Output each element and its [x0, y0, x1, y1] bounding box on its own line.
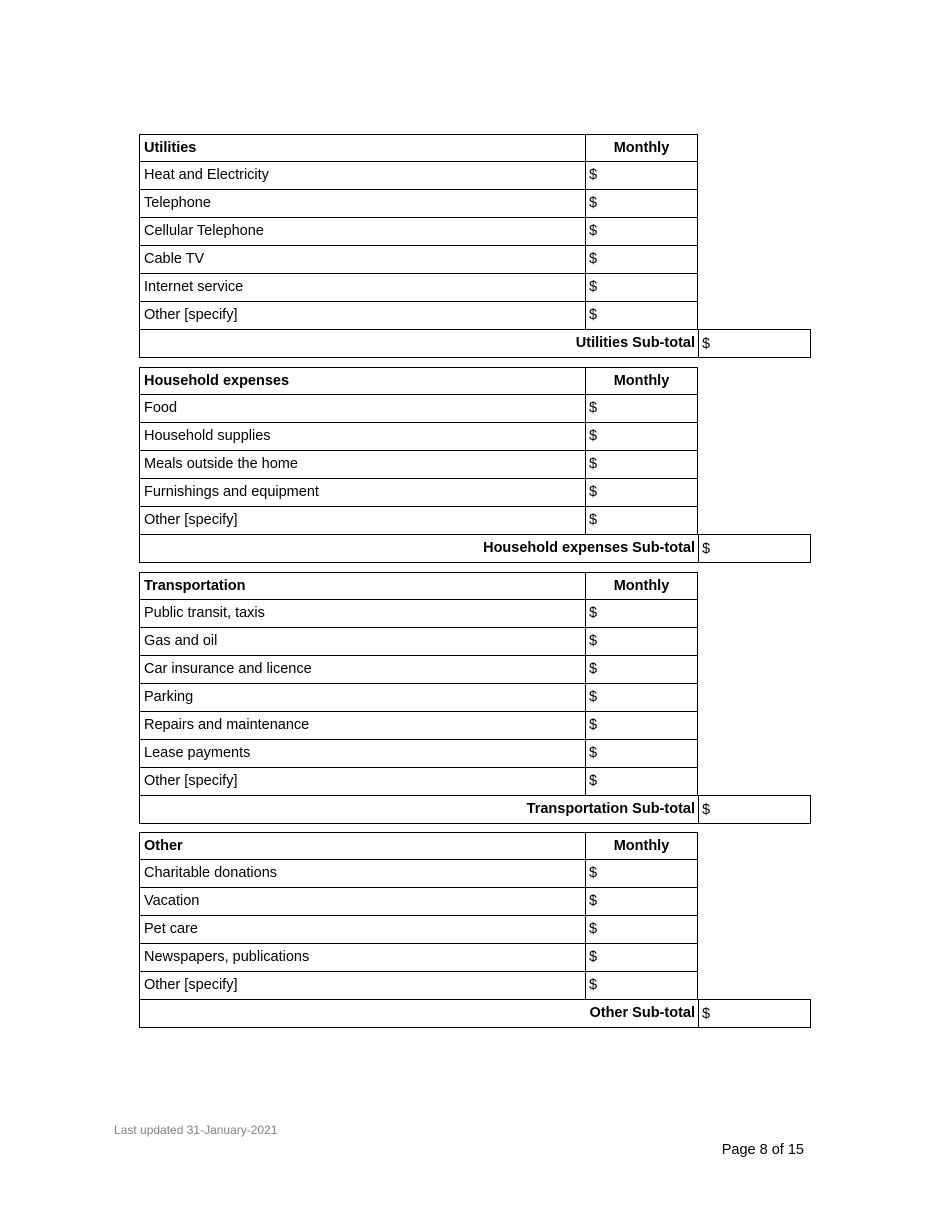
monthly-amount-field[interactable]: $: [586, 479, 698, 507]
monthly-amount-field[interactable]: $: [586, 423, 698, 451]
monthly-amount-field[interactable]: $: [586, 451, 698, 479]
table-row: [139, 479, 811, 507]
table-header-row: [139, 572, 811, 600]
expense-label: Public transit, taxis: [139, 600, 586, 628]
table-row: [139, 395, 811, 423]
expense-label: Car insurance and licence: [139, 656, 586, 684]
expense-label: Furnishings and equipment: [139, 479, 586, 507]
expense-label: Food: [139, 395, 586, 423]
expense-label: Other [specify]: [139, 768, 586, 796]
monthly-amount-field[interactable]: $: [586, 888, 698, 916]
monthly-amount-field[interactable]: $: [586, 860, 698, 888]
expense-label: Lease payments: [139, 740, 586, 768]
table-row: [139, 740, 811, 768]
monthly-amount-field[interactable]: $: [586, 656, 698, 684]
expense-label: Telephone: [139, 190, 586, 218]
monthly-amount-field[interactable]: $: [586, 274, 698, 302]
section-title: Transportation: [139, 572, 586, 600]
table-row: [139, 768, 811, 796]
expense-label: Parking: [139, 684, 586, 712]
table-row: [139, 600, 811, 628]
subtotal-label: Utilities Sub-total: [139, 330, 698, 358]
expense-label: Gas and oil: [139, 628, 586, 656]
monthly-amount-field[interactable]: $: [586, 302, 698, 330]
expense-label: Household supplies: [139, 423, 586, 451]
last-updated-text: Last updated 31-January-2021: [114, 1123, 278, 1137]
expense-label: Repairs and maintenance: [139, 712, 586, 740]
expense-table-household-expenses: [139, 367, 811, 563]
table-header-row: [139, 832, 811, 860]
subtotal-row: [139, 796, 811, 824]
monthly-amount-field[interactable]: $: [586, 190, 698, 218]
expense-label: Other [specify]: [139, 972, 586, 1000]
monthly-amount-field[interactable]: $: [586, 162, 698, 190]
expense-label: Cable TV: [139, 246, 586, 274]
expense-label: Other [specify]: [139, 302, 586, 330]
monthly-amount-field[interactable]: $: [586, 684, 698, 712]
section-title: Utilities: [139, 134, 586, 162]
monthly-amount-field[interactable]: $: [586, 600, 698, 628]
table-row: [139, 423, 811, 451]
expense-label: Pet care: [139, 916, 586, 944]
subtotal-row: [139, 535, 811, 563]
monthly-amount-field[interactable]: $: [586, 507, 698, 535]
monthly-amount-field[interactable]: $: [586, 944, 698, 972]
table-row: [139, 944, 811, 972]
monthly-amount-field[interactable]: $: [586, 972, 698, 1000]
monthly-amount-field[interactable]: $: [586, 712, 698, 740]
expense-table-utilities: [139, 134, 811, 358]
expense-table-transportation: [139, 572, 811, 824]
table-row: [139, 451, 811, 479]
subtotal-label: Transportation Sub-total: [139, 796, 698, 824]
monthly-amount-field[interactable]: $: [586, 740, 698, 768]
table-row: [139, 162, 811, 190]
column-header-monthly: Monthly: [586, 367, 698, 395]
table-row: [139, 972, 811, 1000]
subtotal-amount-field[interactable]: $: [698, 329, 811, 358]
table-row: [139, 190, 811, 218]
monthly-amount-field[interactable]: $: [586, 628, 698, 656]
table-row: [139, 628, 811, 656]
table-row: [139, 302, 811, 330]
table-row: [139, 916, 811, 944]
subtotal-amount-field[interactable]: $: [698, 795, 811, 824]
table-row: [139, 656, 811, 684]
table-header-row: [139, 134, 811, 162]
expense-label: Newspapers, publications: [139, 944, 586, 972]
subtotal-amount-field[interactable]: $: [698, 534, 811, 563]
monthly-amount-field[interactable]: $: [586, 218, 698, 246]
section-title: Other: [139, 832, 586, 860]
monthly-amount-field[interactable]: $: [586, 768, 698, 796]
monthly-amount-field[interactable]: $: [586, 395, 698, 423]
table-row: [139, 860, 811, 888]
table-row: [139, 684, 811, 712]
page-number: Page 8 of 15: [721, 1142, 804, 1158]
expense-label: Meals outside the home: [139, 451, 586, 479]
table-row: [139, 888, 811, 916]
monthly-amount-field[interactable]: $: [586, 916, 698, 944]
column-header-monthly: Monthly: [586, 134, 698, 162]
expense-table-other: [139, 832, 811, 1028]
subtotal-row: [139, 1000, 811, 1028]
subtotal-label: Household expenses Sub-total: [139, 535, 698, 563]
table-row: [139, 507, 811, 535]
table-row: [139, 218, 811, 246]
expense-label: Cellular Telephone: [139, 218, 586, 246]
table-row: [139, 246, 811, 274]
subtotal-amount-field[interactable]: $: [698, 999, 811, 1028]
expense-label: Heat and Electricity: [139, 162, 586, 190]
monthly-amount-field[interactable]: $: [586, 246, 698, 274]
expense-label: Charitable donations: [139, 860, 586, 888]
subtotal-label: Other Sub-total: [139, 1000, 698, 1028]
table-row: [139, 274, 811, 302]
table-row: [139, 712, 811, 740]
column-header-monthly: Monthly: [586, 832, 698, 860]
column-header-monthly: Monthly: [586, 572, 698, 600]
expense-label: Other [specify]: [139, 507, 586, 535]
expense-label: Internet service: [139, 274, 586, 302]
table-header-row: [139, 367, 811, 395]
subtotal-row: [139, 330, 811, 358]
section-title: Household expenses: [139, 367, 586, 395]
expense-label: Vacation: [139, 888, 586, 916]
